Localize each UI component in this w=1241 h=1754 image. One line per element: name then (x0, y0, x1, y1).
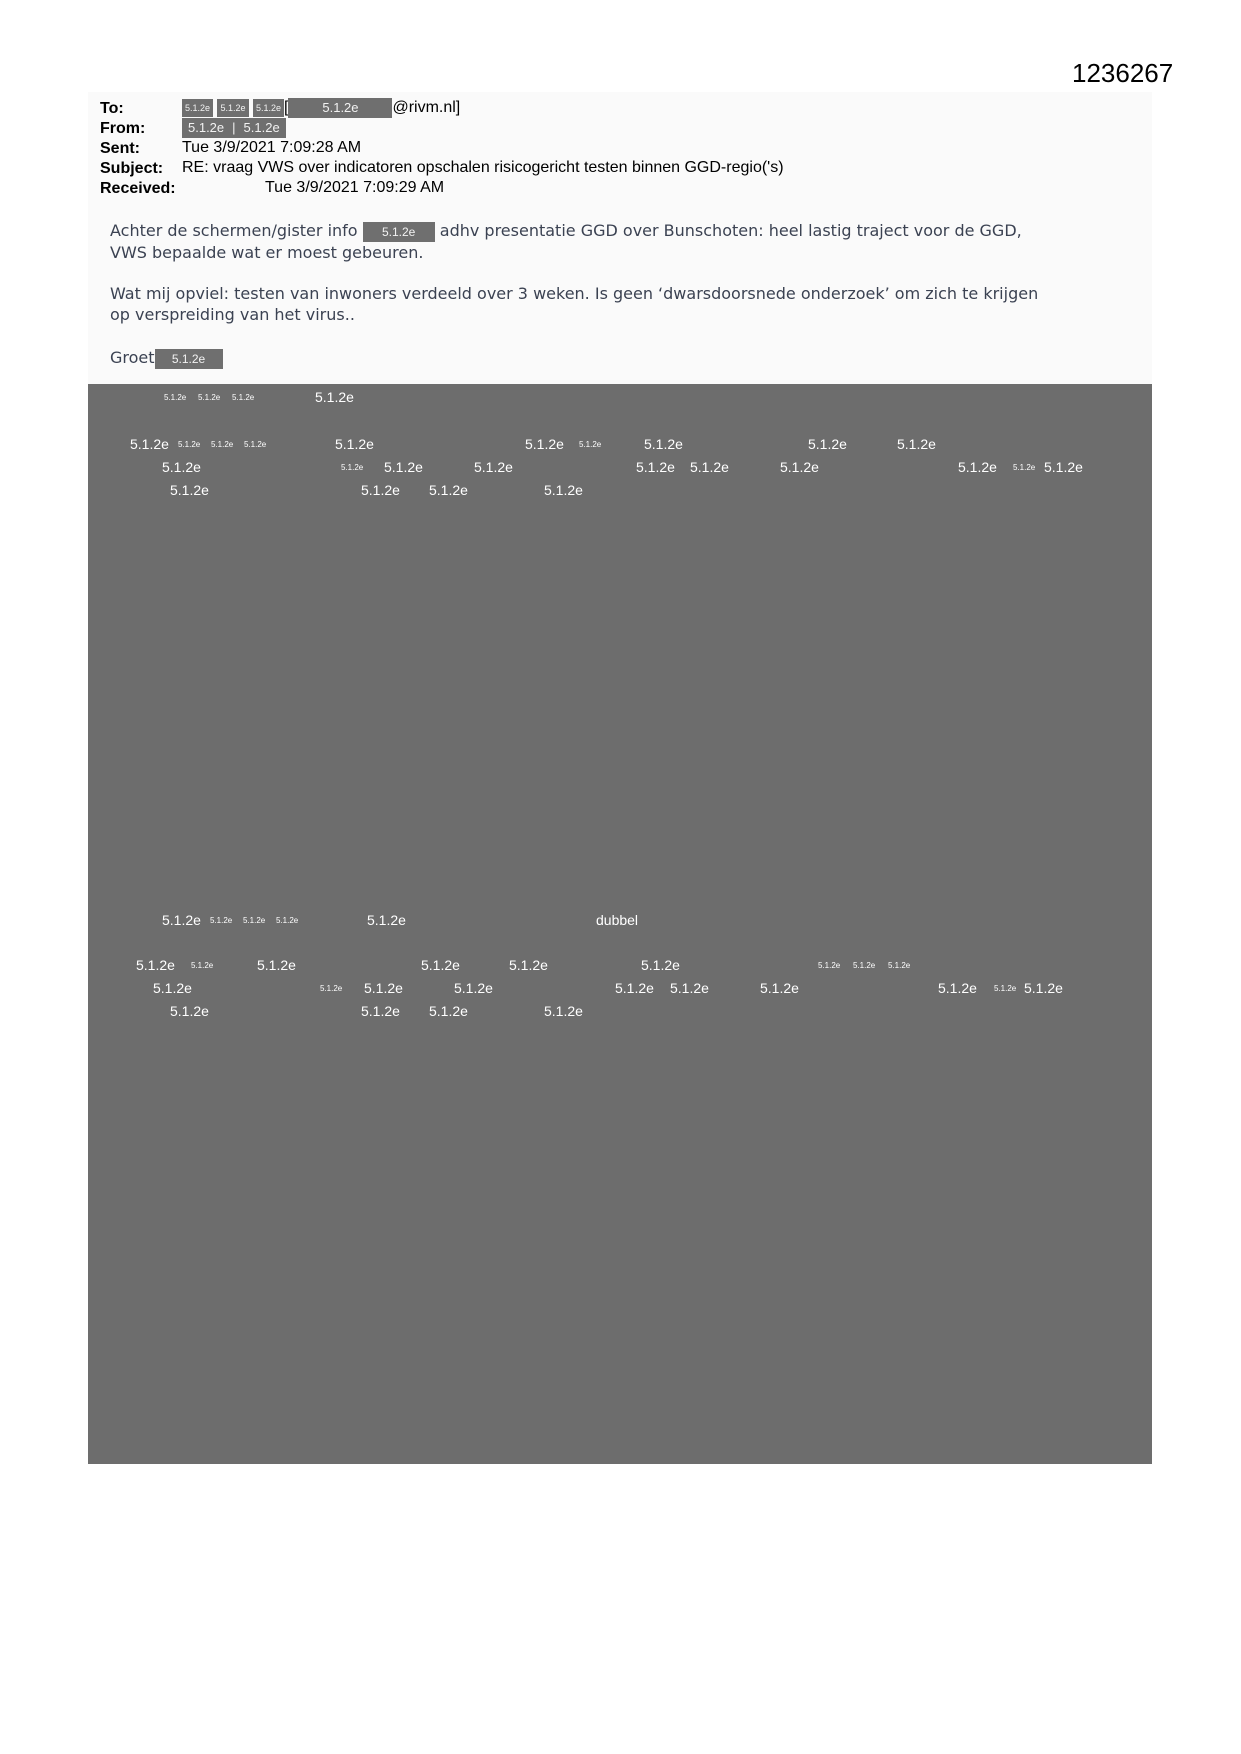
redaction-code: 5.1.2e (1044, 459, 1083, 475)
redaction-code: 5.1.2e (276, 916, 299, 925)
message-text: Wat mij opviel: testen van inwoners verdeeld over 3 weken. Is geen ‘dwarsdoorsnede onderzoek’ om zich te krijgen (110, 284, 1039, 303)
redaction-code: 5.1.2e (162, 459, 201, 475)
greeting-text: Groet (110, 348, 155, 367)
redaction-code: 5.1.2e (938, 980, 977, 996)
redaction-code: 5.1.2e (244, 440, 267, 449)
message-text: VWS bepaalde wat er moest gebeuren. (110, 242, 424, 262)
subject-label: Subject: (100, 160, 164, 177)
redaction-code: 5.1.2e (525, 436, 564, 452)
redaction: 5.1.2e (238, 118, 286, 138)
received-row (100, 179, 176, 199)
redaction-code: 5.1.2e (367, 912, 406, 928)
redaction-code: 5.1.2e (198, 393, 221, 402)
redaction-code: 5.1.2e (454, 980, 493, 996)
subject-row (100, 159, 163, 179)
redaction-code: 5.1.2e (509, 957, 548, 973)
message-paragraph-2 (110, 283, 1140, 325)
redaction-code: 5.1.2e (853, 961, 876, 970)
redaction: 5.1.2e (288, 98, 392, 118)
redaction-code: 5.1.2e (364, 980, 403, 996)
redaction-code: 5.1.2e (670, 980, 709, 996)
subject-value: RE: vraag VWS over indicatoren opschalen risicogericht testen binnen GGD-regio('s) (182, 159, 784, 176)
redaction-code: 5.1.2e (429, 1003, 468, 1019)
redaction-code: 5.1.2e (818, 961, 841, 970)
redaction-code: 5.1.2e (641, 957, 680, 973)
to-label: To: (100, 100, 124, 117)
redaction-code: 5.1.2e (760, 980, 799, 996)
redaction-code: 5.1.2e (257, 957, 296, 973)
redaction-code: 5.1.2e (136, 957, 175, 973)
redaction-code: 5.1.2e (232, 393, 255, 402)
to-row (100, 99, 124, 119)
redaction-code: 5.1.2e (780, 459, 819, 475)
redaction-code: 5.1.2e (690, 459, 729, 475)
redaction-code: 5.1.2e (243, 916, 266, 925)
redaction-code: 5.1.2e (579, 440, 602, 449)
redaction: 5.1.2e (363, 222, 435, 242)
redaction-code: 5.1.2e (474, 459, 513, 475)
redaction: 5.1.2e (217, 99, 248, 117)
redaction-code: 5.1.2e (1024, 980, 1063, 996)
received-value: Tue 3/9/2021 7:09:29 AM (265, 179, 445, 196)
redaction-code: 5.1.2e (421, 957, 460, 973)
redaction: 5.1.2e (182, 99, 213, 117)
redaction-code: 5.1.2e (153, 980, 192, 996)
message-paragraph-1 (110, 220, 1140, 263)
message-text: adhv presentatie GGD over Bunschoten: heel lastig traject voor de GGD, (439, 221, 1022, 240)
redaction-code: 5.1.2e (320, 984, 343, 993)
redaction-code: 5.1.2e (636, 459, 675, 475)
redaction-code: 5.1.2e (164, 393, 187, 402)
redaction-code: 5.1.2e (429, 482, 468, 498)
redaction-code: 5.1.2e (361, 1003, 400, 1019)
sent-value: Tue 3/9/2021 7:09:28 AM (182, 139, 362, 156)
received-label: Received: (100, 180, 176, 197)
redaction-code: 5.1.2e (170, 482, 209, 498)
redaction-code: 5.1.2e (1013, 463, 1036, 472)
redaction: 5.1.2e (182, 118, 230, 138)
to-bracket: [ (284, 99, 289, 117)
message-text: Achter de schermen/gister info (110, 221, 358, 240)
redaction-code: 5.1.2e (341, 463, 364, 472)
redaction-code: 5.1.2e (615, 980, 654, 996)
redaction-code: 5.1.2e (191, 961, 214, 970)
redaction-code: 5.1.2e (361, 482, 400, 498)
sent-label: Sent: (100, 140, 140, 157)
redaction-code: 5.1.2e (178, 440, 201, 449)
redaction-code: 5.1.2e (130, 436, 169, 452)
sent-row (100, 139, 140, 159)
redaction-code: 5.1.2e (994, 984, 1017, 993)
redaction-code: 5.1.2e (644, 436, 683, 452)
redaction-code: 5.1.2e (544, 1003, 583, 1019)
from-separator: | (230, 118, 237, 138)
from-label: From: (100, 120, 146, 137)
redaction-code: 5.1.2e (211, 440, 234, 449)
redaction-code: 5.1.2e (162, 912, 201, 928)
to-domain: @rivm.nl] (392, 99, 461, 117)
redaction-code: 5.1.2e (384, 459, 423, 475)
message-text: op verspreiding van het virus.. (110, 305, 355, 324)
redaction-code: 5.1.2e (958, 459, 997, 475)
redaction-code: 5.1.2e (808, 436, 847, 452)
redaction: 5.1.2e (155, 349, 223, 369)
redaction-code: 5.1.2e (170, 1003, 209, 1019)
redaction-code: 5.1.2e (897, 436, 936, 452)
dubbel-label: dubbel (596, 912, 639, 928)
to-value (182, 98, 460, 118)
from-value (182, 118, 286, 138)
redaction: 5.1.2e (253, 99, 284, 117)
redaction-code: 5.1.2e (210, 916, 233, 925)
redaction-code: 5.1.2e (335, 436, 374, 452)
document-number: 1236267 (1072, 58, 1174, 88)
from-row (100, 119, 145, 139)
redaction-code: 5.1.2e (888, 961, 911, 970)
redaction-code: 5.1.2e (544, 482, 583, 498)
redaction-code: 5.1.2e (315, 389, 354, 405)
message-greeting (110, 347, 1140, 369)
